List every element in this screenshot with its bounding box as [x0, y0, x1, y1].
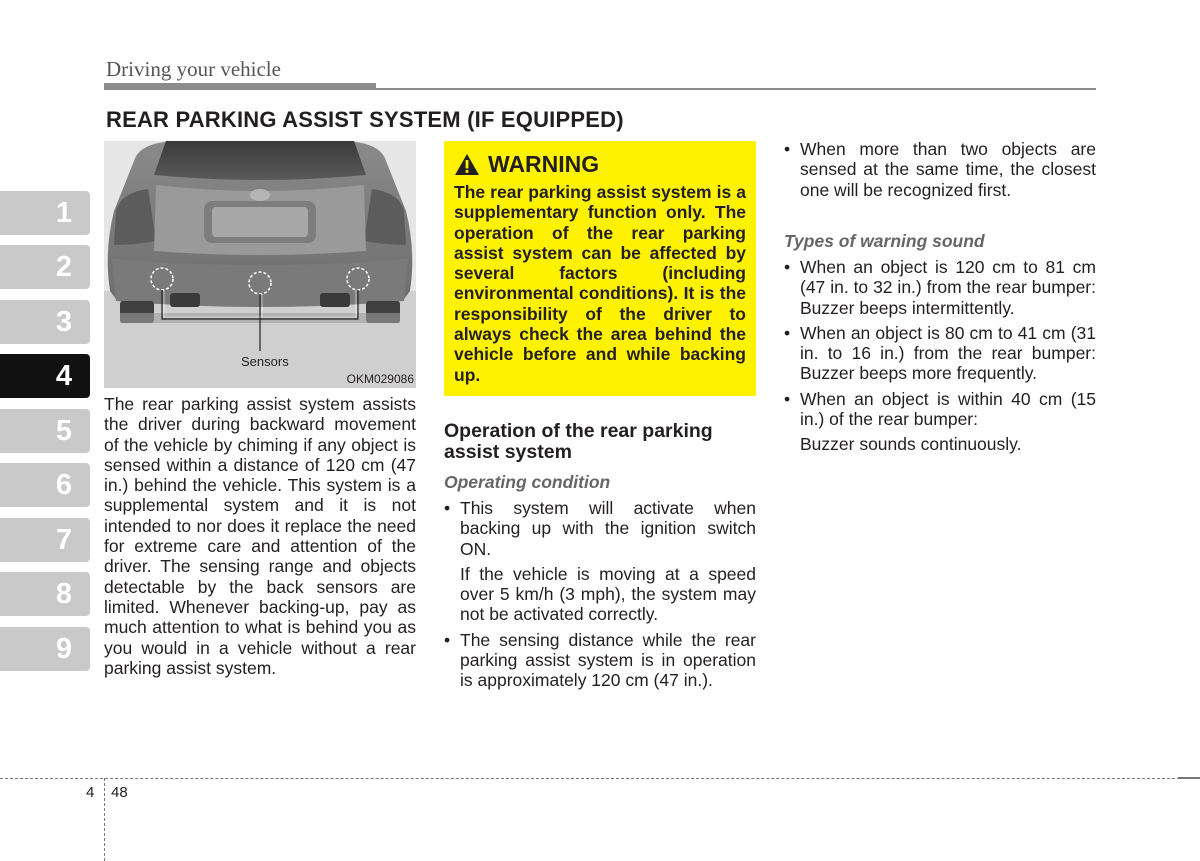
vehicle-rear-drawing: [104, 141, 416, 388]
warning-sound-list: [784, 257, 1096, 460]
chapter-tab-label: 7: [55, 523, 72, 556]
list-item-text: When an object is 120 cm to 81 cm (47 in. to 32 in.) from the rear bumper: Buzzer beeps intermittently.: [800, 257, 1096, 318]
intro-paragraph: The rear parking assist system assists the driver during backward movement of the vehicle by chiming if any object is sensed within a distance of 120 cm (47 in.) behind the vehicle. This system is a supplemental system and it is not intended to nor does it replace the need for extreme care and attention of the driver. The sensing range and objects detectable by the back sensors are limited. Whenever backing-up, pay as much attention to what is behind you as you would in a vehicle without a rear parking assist system.: [104, 394, 416, 678]
chapter-tab-4[interactable]: [0, 354, 90, 398]
list-item: [444, 630, 756, 691]
list-item: [784, 257, 1096, 318]
list-note: Buzzer sounds continuously.: [800, 434, 1022, 455]
page-chapter-number: 4: [86, 784, 95, 801]
chapter-tab-label: 5: [55, 414, 72, 447]
list-item: [784, 139, 1096, 200]
warning-icon: [454, 153, 480, 176]
operation-heading: Operation of the rear parking assist system: [444, 420, 713, 463]
warning-sound-heading: Types of warning sound: [784, 231, 985, 251]
chapter-tab-label: 2: [55, 250, 72, 283]
chapter-tab-8[interactable]: [0, 572, 90, 616]
chapter-tab-1[interactable]: [0, 191, 90, 235]
chapter-tab-3[interactable]: [0, 300, 90, 344]
chapter-tab-7[interactable]: [0, 518, 90, 562]
page-number: 48: [111, 784, 128, 801]
bullet-icon: •: [784, 257, 791, 277]
header-rule-thin: [104, 88, 1096, 90]
page-title: REAR PARKING ASSIST SYSTEM (IF EQUIPPED): [106, 107, 624, 132]
sensors-callout: Sensors: [241, 354, 289, 369]
chapter-tab-6[interactable]: [0, 463, 90, 507]
chapter-tab-2[interactable]: [0, 245, 90, 289]
footer-divider: [0, 778, 1200, 779]
figure-code: OKM029086: [346, 372, 414, 386]
list-item: [784, 389, 1096, 430]
warning-text: The rear parking assist system is a supplementary function only. The operation of the rear parking assist system can be affected by several factors (including environmental conditions). It is the responsibility of the driver to always check the area behind the vehicle before and while backing up.: [454, 182, 746, 385]
chapter-tab-label: 9: [55, 632, 72, 665]
list-item-text: The sensing distance while the rear parking assist system is in operation is approximately 120 cm (47 in.).: [460, 629, 756, 691]
list-item: [784, 323, 1096, 384]
list-note: If the vehicle is moving at a speed over 5 km/h (3 mph), the system may not be activated correctly.: [460, 563, 756, 625]
chapter-tab-label: 1: [55, 196, 72, 229]
rear-vehicle-illustration: [104, 141, 416, 388]
warning-title: [454, 151, 746, 178]
bullet-icon: •: [444, 498, 451, 518]
list-item-text: This system will activate when backing up with the ignition switch ON.: [460, 498, 756, 559]
chapter-tab-label: 8: [55, 577, 72, 610]
chapter-tab-5[interactable]: [0, 409, 90, 453]
list-item-text: When more than two objects are sensed at the same time, the closest one will be recognized first.: [800, 139, 1096, 200]
list-item: [444, 498, 756, 559]
operating-condition-list: [444, 498, 756, 696]
bullet-icon: •: [444, 629, 451, 650]
chapter-tab-label: 3: [55, 305, 72, 338]
bullet-icon: •: [784, 388, 791, 409]
footer-vertical-divider: [104, 778, 105, 861]
section-header: Driving your vehicle: [106, 57, 281, 81]
objects-sensed-list: [784, 139, 1096, 205]
footer-divider-end: [1178, 777, 1200, 779]
bullet-icon: •: [784, 322, 791, 343]
chapter-tab-label: 4: [55, 359, 72, 392]
operating-condition-heading: Operating condition: [444, 472, 611, 492]
chapter-tab-9[interactable]: [0, 627, 90, 671]
list-item-text: When an object is within 40 cm (15 in.) of the rear bumper:: [800, 388, 1096, 430]
chapter-tab-label: 6: [55, 468, 72, 501]
list-item-text: When an object is 80 cm to 41 cm (31 in. to 16 in.) from the rear bumper: Buzzer beeps more frequently.: [800, 322, 1096, 384]
warning-title-text: WARNING: [488, 151, 600, 177]
warning-box: [444, 141, 756, 396]
bullet-icon: •: [784, 139, 791, 159]
